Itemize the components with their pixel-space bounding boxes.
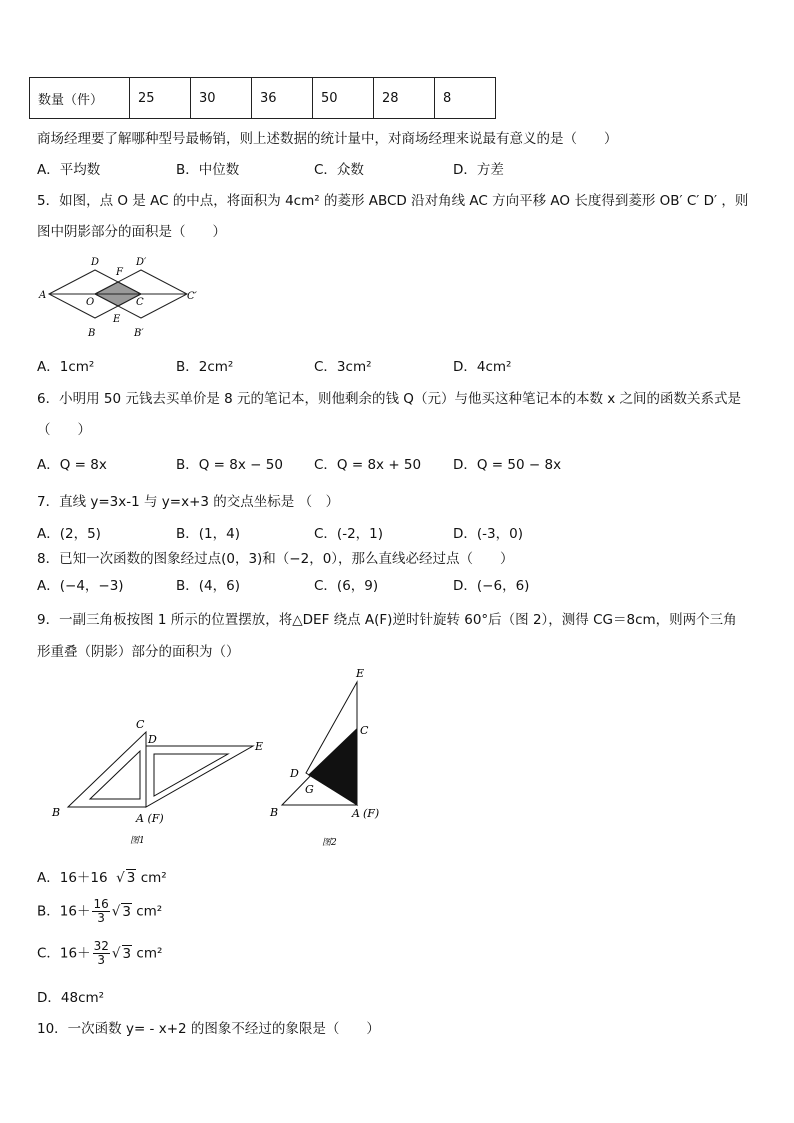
fig1-caption: 图1	[130, 836, 145, 846]
question-9-line-1: 9．一副三角板按图 1 所示的位置摆放，将△DEF 绕点 A(F)逆时针旋转 60°后（图 2），测得 CG＝8cm，则两个三角	[37, 612, 737, 628]
table-cell: 8	[435, 78, 496, 119]
rhombus-figure	[36, 250, 206, 342]
shaded-overlap	[308, 728, 357, 805]
fig1-label-c: C	[136, 718, 145, 731]
table-cell: 30	[191, 78, 252, 119]
q9-option-b-radicand: 3	[122, 903, 131, 920]
fig1-label-d: D	[148, 733, 157, 746]
table-cell: 36	[252, 78, 313, 119]
label-a: A	[39, 290, 47, 301]
sqrt-symbol: √	[111, 870, 125, 886]
q9-option-a-radicand: 3	[126, 870, 136, 886]
q6-option-d: D．Q = 50 − 8x	[453, 457, 562, 473]
fig1-label-e: E	[255, 740, 264, 753]
q8-option-d: D．(−6，6)	[453, 578, 530, 594]
quantity-table	[29, 77, 496, 119]
label-c-prime: C′	[187, 291, 197, 302]
fraction-denominator: 3	[97, 911, 105, 925]
q4-option-a: A．平均数	[37, 162, 101, 178]
question-4-stem: 商场经理要了解哪种型号最畅销，则上述数据的统计量中，对商场经理来说最有意义的是（ ）	[37, 131, 618, 147]
fig2-label-a: A	[352, 807, 360, 820]
table-cell: 25	[130, 78, 191, 119]
q8-option-c: C．(6，9)	[314, 578, 379, 594]
table-header-cell: 数量（件）	[30, 78, 130, 119]
label-f: F	[116, 267, 123, 278]
q7-option-a: A．(2，5)	[37, 526, 101, 542]
fig1-label-b: B	[52, 806, 61, 819]
fraction-numerator: 32	[93, 939, 109, 953]
fraction	[92, 898, 109, 925]
table-cell: 50	[313, 78, 374, 119]
q9-option-b-unit: cm²	[136, 903, 163, 920]
q9-option-c-unit: cm²	[136, 945, 163, 962]
q4-option-b: B．中位数	[176, 162, 240, 178]
question-5-line-2: 图中阴影部分的面积是（ ）	[37, 224, 226, 240]
q9-option-a-unit: cm²	[140, 870, 167, 886]
q5-option-d: D．4cm²	[453, 359, 512, 375]
q9-option-c	[37, 940, 162, 967]
q9-option-c-radicand: 3	[122, 945, 132, 962]
q7-option-b: B．(1，4)	[176, 526, 240, 542]
triangle-figure-2	[262, 664, 402, 854]
fig2-label-e: E	[356, 667, 365, 680]
q8-option-a: A．(−4，−3)	[37, 578, 124, 594]
label-b: B	[88, 328, 96, 339]
fraction	[93, 940, 110, 967]
triangle-figure-1	[48, 712, 278, 852]
q9-option-b	[37, 898, 162, 925]
fig1-label-a: A (F)	[136, 812, 164, 825]
question-6-line-1: 6．小明用 50 元钱去买单价是 8 元的笔记本，则他剩余的钱 Q（元）与他买这种笔记本的本数 x 之间的函数关系式是	[37, 391, 742, 407]
label-c: C	[136, 297, 144, 308]
q5-option-c: C．3cm²	[314, 359, 372, 375]
question-9-line-2: 形重叠（阴影）部分的面积为（）	[37, 644, 240, 660]
fig2-caption: 图2	[322, 838, 337, 848]
fig2-label-c: C	[360, 724, 369, 737]
q9-option-a	[37, 866, 167, 886]
question-5-line-1: 5．如图，点 O 是 AC 的中点，将面积为 4cm² 的菱形 ABCD 沿对角线 AC 方向平移 AO 长度得到菱形 OB′ C′ D′ ，则	[37, 193, 749, 209]
triangle-def	[146, 746, 253, 807]
table-cell: 28	[374, 78, 435, 119]
sqrt-symbol: √	[111, 945, 121, 962]
triangle-abc	[68, 732, 146, 807]
fraction-denominator: 3	[97, 953, 106, 967]
label-e: E	[113, 314, 121, 325]
label-o: O	[86, 297, 95, 308]
q9-option-b-prefix: B．16＋	[37, 903, 91, 920]
q4-option-c: C．众数	[314, 162, 364, 178]
q9-option-d: D．48cm²	[37, 990, 105, 1006]
q7-option-d: D．(-3，0)	[453, 526, 523, 542]
question-8-stem: 8．已知一次函数的图象经过点(0，3)和（−2，0），那么直线必经过点（ ）	[37, 551, 514, 567]
fig2-label-g: G	[305, 783, 314, 796]
q7-option-c: C．(-2，1)	[314, 526, 384, 542]
question-7-stem: 7．直线 y=3x-1 与 y=x+3 的交点坐标是 （ ）	[37, 494, 340, 510]
q6-option-a: A．Q = 8x	[37, 457, 107, 473]
question-6-line-2: （ ）	[37, 422, 91, 438]
fig2-label-d: D	[290, 767, 299, 780]
label-d: D	[91, 257, 100, 268]
fig2-label-b: B	[270, 806, 279, 819]
q6-option-b: B．Q = 8x − 50	[176, 457, 283, 473]
fraction-numerator: 16	[93, 897, 109, 911]
table-row	[30, 78, 496, 119]
q9-option-c-prefix: C．16＋	[37, 945, 91, 962]
q6-option-c: C．Q = 8x + 50	[314, 457, 422, 473]
q4-option-d: D．方差	[453, 162, 504, 178]
q5-option-b: B．2cm²	[176, 359, 234, 375]
q9-option-a-prefix: A．16＋16	[37, 870, 108, 886]
label-d-prime: D′	[136, 257, 147, 268]
fig2-label-f: (F)	[363, 807, 380, 820]
question-10-stem: 10．一次函数 y= - x+2 的图象不经过的象限是（ ）	[37, 1021, 380, 1037]
q5-option-a: A．1cm²	[37, 359, 95, 375]
label-b-prime: B′	[134, 328, 144, 339]
q8-option-b: B．(4，6)	[176, 578, 240, 594]
sqrt-symbol: √	[111, 903, 121, 920]
